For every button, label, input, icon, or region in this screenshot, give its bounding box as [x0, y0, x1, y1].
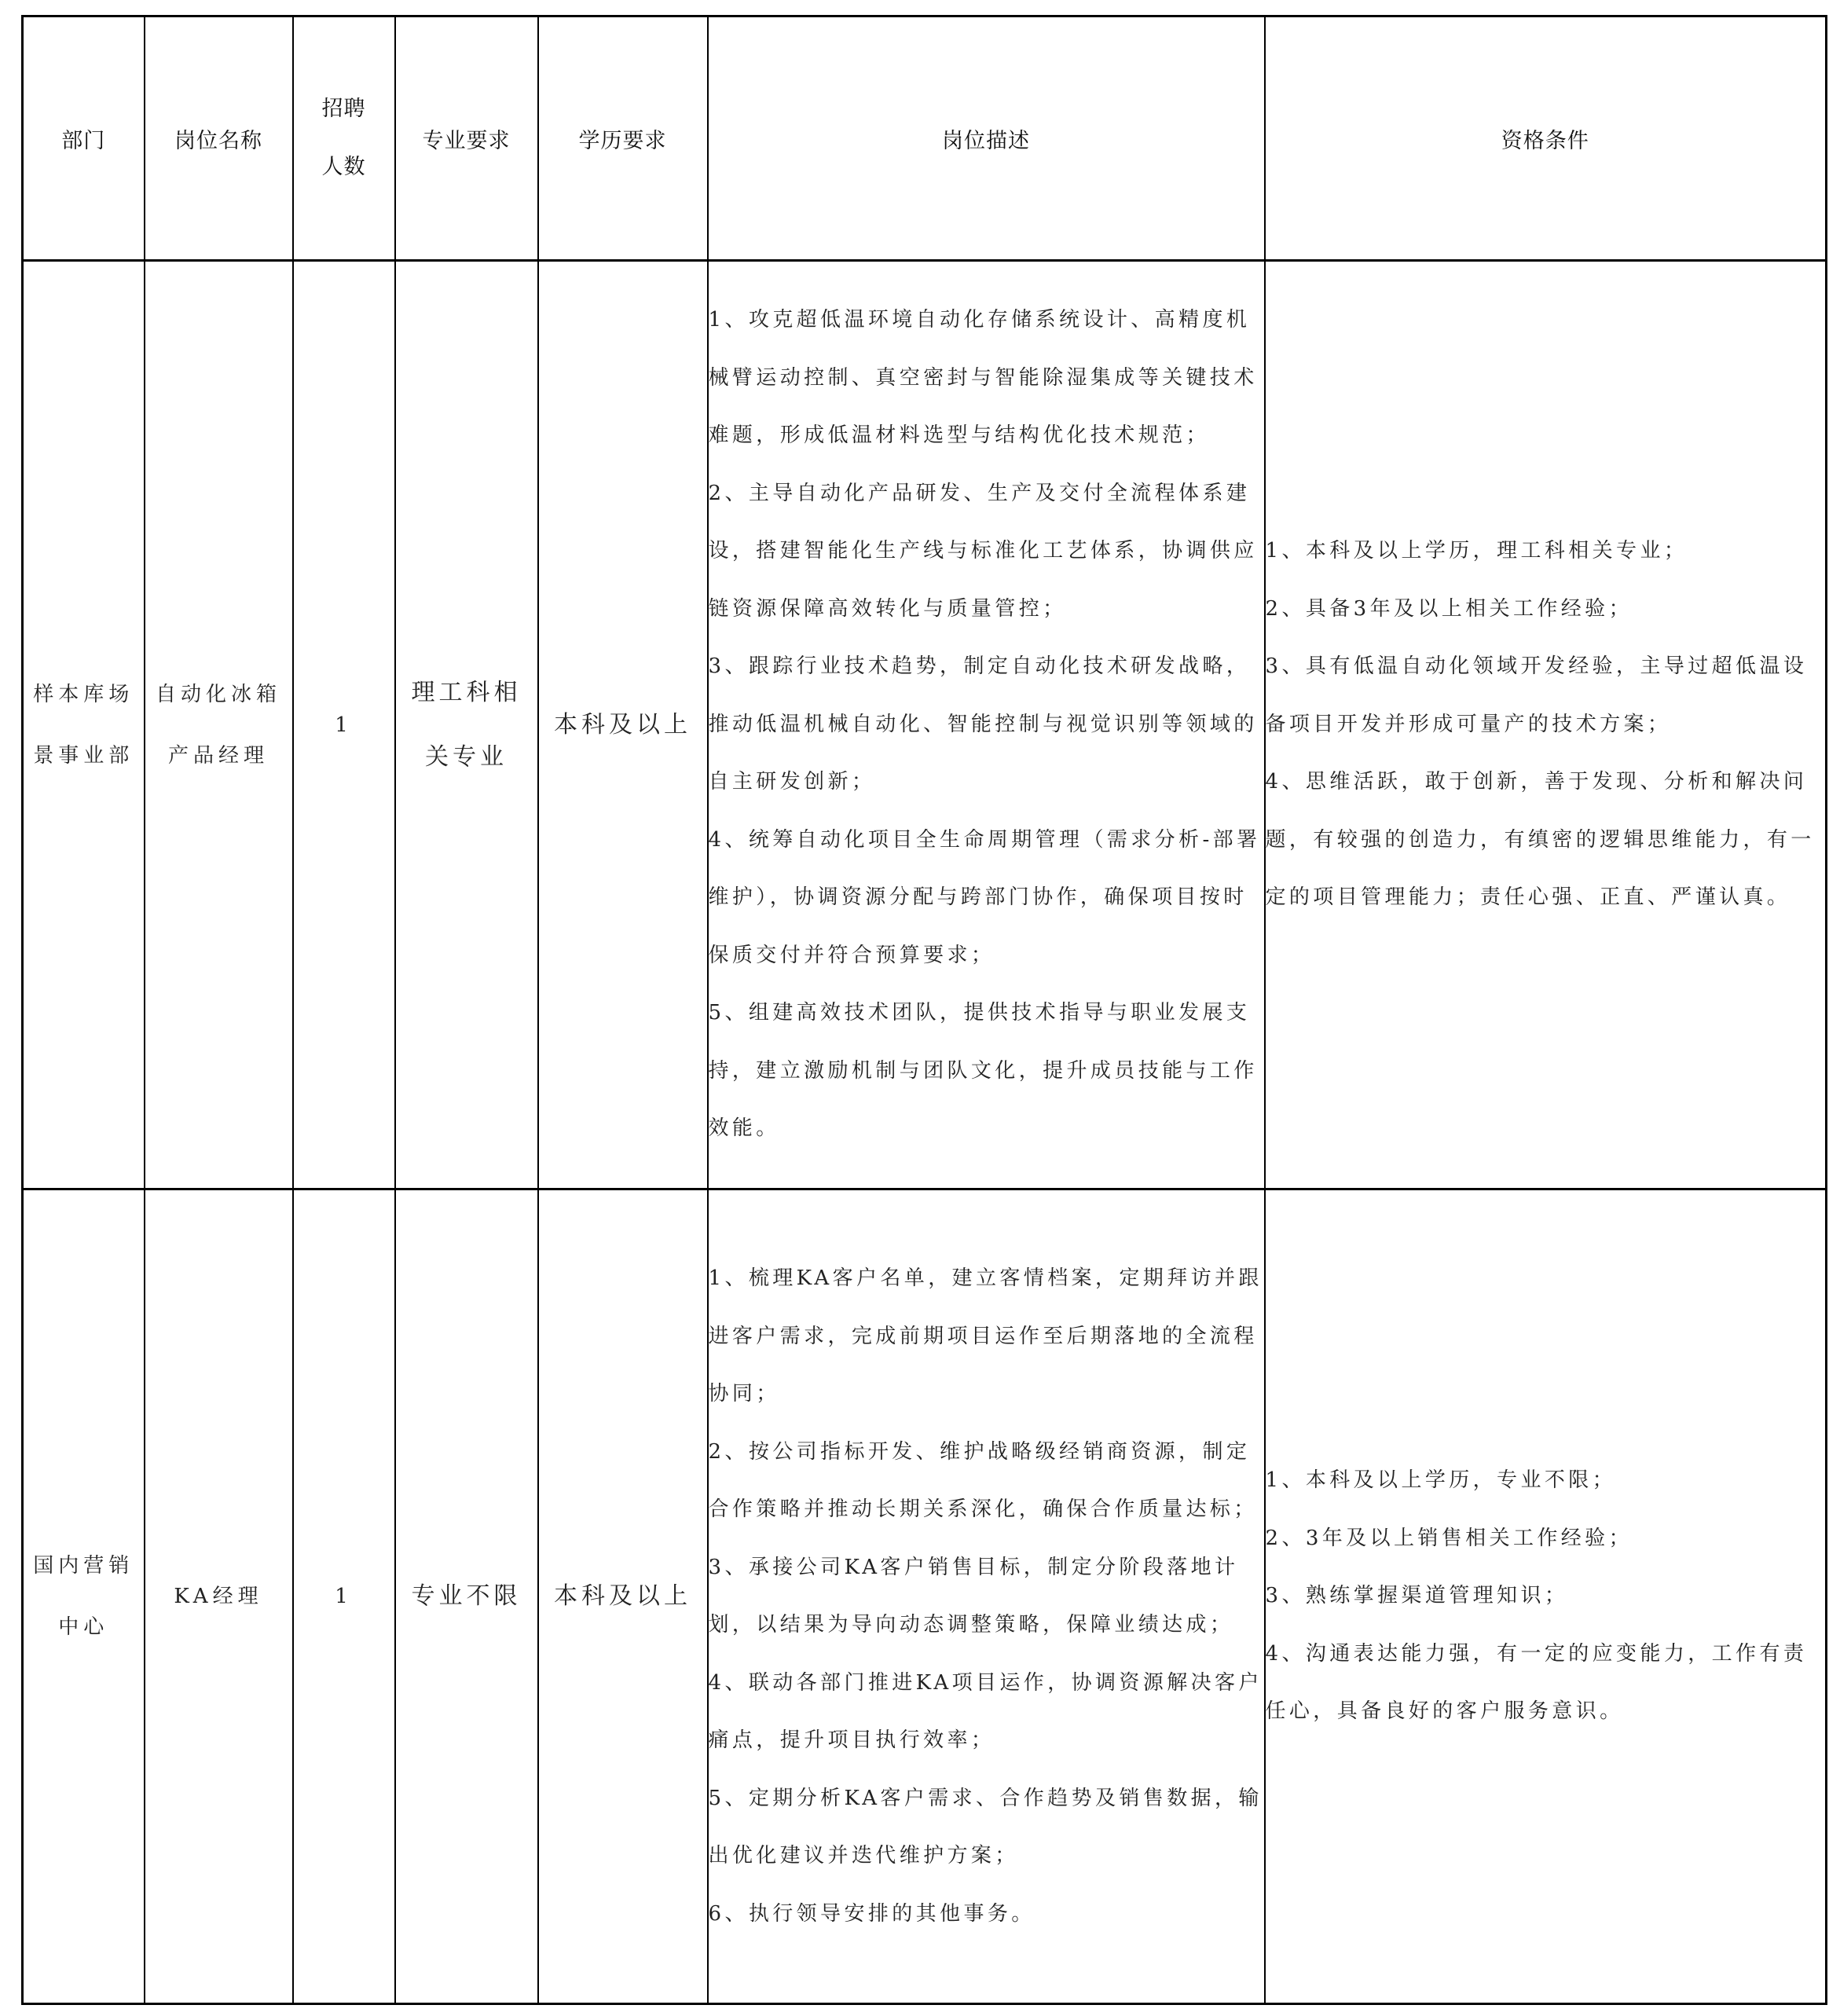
- qualification-item: 2、3年及以上销售相关工作经验；: [1265, 1526, 1633, 1550]
- header-description: 岗位描述: [708, 16, 1265, 261]
- header-major: 专业要求: [395, 16, 538, 261]
- description-cell: [708, 1189, 1265, 2004]
- description-item: 1、梳理KA客户名单，建立客情档案，定期拜访并跟进客户需求，完成前期项目运作至后期落地的全流程协同；: [708, 1266, 1263, 1406]
- qualification-item: 4、沟通表达能力强，有一定的应变能力，工作有责任心，具备良好的客户服务意识。: [1265, 1641, 1808, 1724]
- table-row: [23, 1189, 1827, 2004]
- description-item: 5、定期分析KA客户需求、合作趋势及销售数据，输出优化建议并迭代维护方案；: [708, 1786, 1263, 1868]
- department-cell: [23, 1189, 145, 2004]
- description-item: 1、攻克超低温环境自动化存储系统设计、高精度机械臂运动控制、真空密封与智能除湿集成等关键技术难题，形成低温材料选型与结构优化技术规范；: [708, 308, 1258, 448]
- education-cell: [538, 1189, 708, 2004]
- table-header: [23, 16, 1827, 261]
- header-qualifications: 资格条件: [1265, 16, 1827, 261]
- description-item: 2、主导自动化产品研发、生产及交付全流程体系建设，搭建智能化生产线与标准化工艺体系，协调供应链资源保障高效转化与质量管控；: [708, 481, 1258, 621]
- header-headcount-line2: 人数: [321, 155, 366, 179]
- education-value: 本科及以上: [554, 710, 691, 739]
- headcount-value: 1: [335, 1585, 353, 1608]
- description-item: 2、按公司指标开发、维护战略级经销商资源，制定合作策略并推动长期关系深化，确保合作质量达标；: [708, 1439, 1258, 1521]
- position-line: 自动化冰箱: [155, 682, 281, 706]
- qualification-item: 1、本科及以上学历，理工科相关专业；: [1265, 539, 1688, 563]
- major-line: 理工科相: [411, 678, 522, 706]
- department-line: 景事业部: [33, 743, 134, 768]
- qualification-item: 1、本科及以上学历，专业不限；: [1265, 1468, 1617, 1493]
- department-line: 中心: [58, 1615, 109, 1639]
- education-cell: [538, 261, 708, 1189]
- position-line: KA经理: [174, 1585, 263, 1608]
- description-item: 5、组建高效技术团队，提供技术指导与职业发展支持，建立激励机制与团队文化，提升成员技能与工作效能。: [708, 1001, 1258, 1141]
- position-line: 产品经理: [167, 743, 269, 768]
- headcount-cell: [293, 261, 395, 1189]
- description-cell: [708, 261, 1265, 1189]
- department-line: 国内营销: [33, 1554, 134, 1578]
- description-item: 3、跟踪行业技术趋势，制定自动化技术研发战略，推动低温机械自动化、智能控制与视觉识别等领域的自主研发创新；: [708, 654, 1258, 794]
- description-item: 4、联动各部门推进KA项目运作，协调资源解决客户痛点，提升项目执行效率；: [708, 1670, 1263, 1752]
- headcount-cell: [293, 1189, 395, 2004]
- header-row: [23, 16, 1827, 261]
- education-value: 本科及以上: [554, 1582, 691, 1610]
- header-department: 部门: [23, 16, 145, 261]
- table-row: [23, 261, 1827, 1189]
- major-line: 专业不限: [411, 1582, 522, 1610]
- qualification-item: 3、熟练掌握渠道管理知识；: [1265, 1584, 1569, 1608]
- headcount-value: 1: [335, 713, 353, 737]
- position-cell: [145, 261, 293, 1189]
- qualifications-cell: [1265, 261, 1827, 1189]
- department-line: 样本库场: [33, 682, 134, 706]
- header-position: 岗位名称: [145, 16, 293, 261]
- major-cell: [395, 1189, 538, 2004]
- major-line: 关专业: [425, 742, 508, 771]
- recruitment-table: [21, 15, 1827, 2005]
- header-headcount: [293, 16, 395, 261]
- major-cell: [395, 261, 538, 1189]
- qualification-item: 4、思维活跃，敢于创新，善于发现、分析和解决问题，有较强的创造力，有缜密的逻辑思维能力，有一定的项目管理能力；责任心强、正直、严谨认真。: [1265, 770, 1815, 910]
- position-cell: [145, 1189, 293, 2004]
- description-item: 6、执行领导安排的其他事务。: [708, 1901, 1035, 1926]
- qualification-item: 2、具备3年及以上相关工作经验；: [1265, 596, 1633, 621]
- header-education: 学历要求: [538, 16, 708, 261]
- qualifications-cell: [1265, 1189, 1827, 2004]
- qualification-item: 3、具有低温自动化领域开发经验，主导过超低温设备项目开发并形成可量产的技术方案；: [1265, 654, 1808, 736]
- department-cell: [23, 261, 145, 1189]
- header-headcount-line1: 招聘: [321, 97, 366, 121]
- description-item: 4、统筹自动化项目全生命周期管理（需求分析-部署维护），协调资源分配与跨部门协作，确保项目按时保质交付并符合预算要求；: [708, 827, 1261, 967]
- description-item: 3、承接公司KA客户销售目标，制定分阶段落地计划，以结果为导向动态调整策略，保障业绩达成；: [708, 1555, 1239, 1637]
